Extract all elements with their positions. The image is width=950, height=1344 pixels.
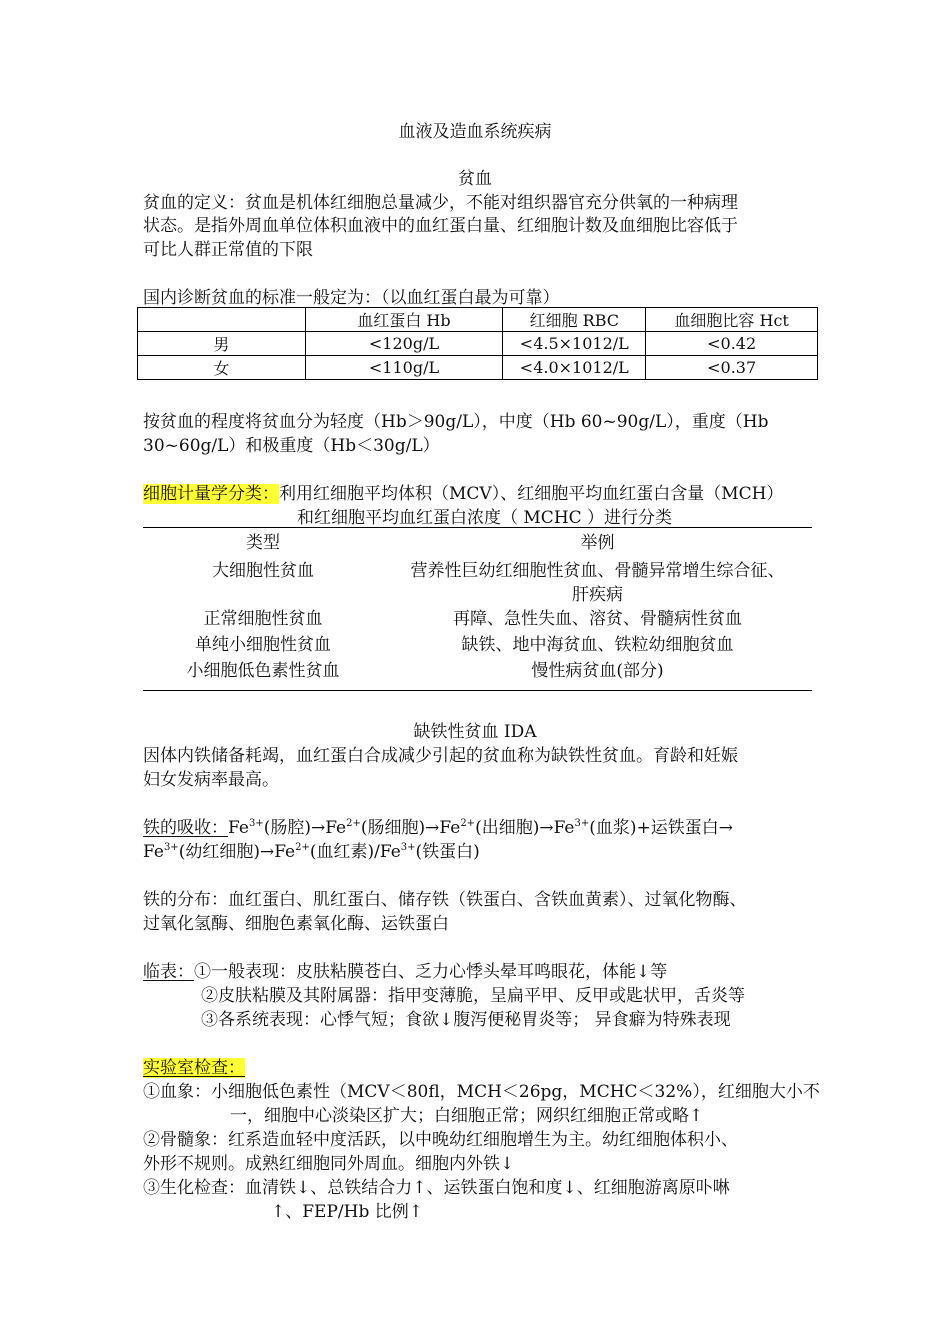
morph-col-type: 类型	[246, 533, 280, 553]
absorption-line-1	[143, 813, 733, 838]
criteria-intro: 国内诊断贫血的标准一般定为：（以血红蛋白最为可靠）	[143, 288, 560, 308]
lab-line-3: ②骨髓象：红系造血轻中度活跃，以中晚幼红细胞增生为主。幼红细胞体积小、	[143, 1130, 738, 1150]
lab-line-4: 外形不规则。成熟红细胞同外周血。细胞内外铁↓	[143, 1154, 515, 1174]
formula-text: (血浆)+运铁蛋白→	[589, 818, 734, 838]
table-header-cell: 红细胞 RBC	[503, 308, 646, 332]
table-cell: 女	[138, 356, 306, 380]
lab-label-line	[143, 1053, 245, 1078]
severity-line-2: 30~60g/L）和极重度（Hb＜30g/L）	[143, 436, 440, 456]
absorption-label: 铁的吸收：	[143, 818, 228, 838]
morph-col-example: 举例	[580, 533, 615, 553]
clinical-item: ③各系统表现：心悸气短；食欲↓腹泻便秘胃炎等； 异食癖为特殊表现	[201, 1010, 731, 1030]
formula-text: (肠细胞)→Fe	[360, 818, 461, 838]
formula-text: (铁蛋白)	[415, 842, 480, 862]
table-cell: 男	[138, 332, 306, 356]
table-header-cell	[138, 308, 306, 332]
lab-line-1: ①血象：小细胞低色素性（MCV＜80fl，MCH＜26pg，MCHC＜32%），红细胞大小不	[143, 1082, 820, 1102]
ida-intro-line-1: 因体内铁储备耗竭，血红蛋白合成减少引起的贫血称为缺铁性贫血。育龄和妊娠	[143, 746, 738, 766]
clinical-item: ②皮肤粘膜及其附属器：指甲变薄脆，呈扁平甲、反甲或匙状甲，舌炎等	[201, 986, 745, 1006]
clinical-line-1	[143, 957, 667, 982]
table-row	[138, 332, 818, 356]
distribution-line-1: 铁的分布：血红蛋白、肌红蛋白、储存铁（铁蛋白、含铁血黄素）、过氧化物酶、	[143, 890, 747, 910]
clinical-label: 临表：	[143, 962, 194, 982]
morph-type-cell: 小细胞低色素性贫血	[186, 661, 340, 681]
morph-example-cell: 营养性巨幼红细胞性贫血、骨髓异常增生综合征、	[410, 561, 785, 581]
formula-sup: 3+	[248, 818, 264, 829]
morph-example-cell: 再障、急性失血、溶贫、骨髓病性贫血	[453, 609, 742, 629]
table-cell: <120g/L	[305, 332, 503, 356]
table-bottom-rule	[143, 690, 812, 691]
formula-text: (肠腔)→Fe	[263, 818, 347, 838]
lab-line-2: 一，细胞中心淡染区扩大；白细胞正常；网织红细胞正常或略↑	[230, 1106, 704, 1126]
morph-line-1: 利用红细胞平均体积（MCV）、红细胞平均血红蛋白含量（MCH）	[279, 484, 784, 504]
definition-line-2: 状态。是指外周血单位体积血液中的血红蛋白量、红细胞计数及血细胞比容低于	[143, 216, 738, 236]
page-title: 血液及造血系统疾病	[398, 122, 552, 142]
formula-text: (血红素)/Fe	[309, 842, 401, 862]
morph-example-cell-cont: 肝疾病	[572, 585, 623, 605]
table-cell: <0.37	[646, 356, 818, 380]
morph-type-cell: 正常细胞性贫血	[203, 609, 323, 629]
clinical-item: ①一般表现：皮肤粘膜苍白、乏力心悸头晕耳鸣眼花，体能↓等	[194, 962, 668, 982]
lab-label: 实验室检查：	[143, 1058, 245, 1078]
formula-text: Fe	[143, 842, 164, 862]
morph-type-cell: 大细胞性贫血	[212, 561, 314, 581]
formula-text: (出细胞)→Fe	[475, 818, 575, 838]
table-row	[138, 356, 818, 380]
table-header-cell: 血细胞比容 Hct	[646, 308, 818, 332]
criteria-table	[137, 307, 818, 380]
ida-intro-line-2: 妇女发病率最高。	[143, 770, 279, 790]
definition-line-3: 可比人群正常值的下限	[143, 240, 313, 260]
table-header-cell: 血红蛋白 Hb	[305, 308, 503, 332]
table-cell: <110g/L	[305, 356, 503, 380]
absorption-line-2	[143, 837, 480, 862]
section-heading-anemia: 贫血	[458, 169, 492, 189]
table-cell: <4.0×1012/L	[503, 356, 646, 380]
formula-text: Fe	[228, 818, 249, 838]
formula-text: (幼红细胞)→Fe	[178, 842, 296, 862]
formula-sup: 3+	[574, 818, 590, 829]
formula-sup: 3+	[400, 842, 416, 853]
formula-sup: 2+	[346, 818, 361, 829]
section-heading-ida: 缺铁性贫血 IDA	[413, 722, 537, 742]
table-cell: <4.5×1012/L	[503, 332, 646, 356]
lab-line-5: ③生化检查：血清铁↓、总铁结合力↑、运铁蛋白饱和度↓、红细胞游离原卟啉	[143, 1178, 730, 1198]
table-header-row	[138, 308, 818, 332]
lab-line-6: ↑、FEP/Hb 比例↑	[271, 1202, 423, 1222]
table-cell: <0.42	[646, 332, 818, 356]
morph-type-cell: 单纯小细胞性贫血	[195, 635, 331, 655]
definition-line-1: 贫血的定义：贫血是机体红细胞总量减少，不能对组织器官充分供氧的一种病理	[143, 193, 738, 213]
morph-line-2: 和红细胞平均血红蛋白浓度（ MCHC ）进行分类	[297, 508, 673, 528]
formula-sup: 2+	[460, 818, 476, 829]
morph-label: 细胞计量学分类：	[143, 484, 279, 504]
distribution-line-2: 过氧化氢酶、细胞色素氧化酶、运铁蛋白	[143, 914, 449, 934]
morph-example-cell: 缺铁、地中海贫血、铁粒幼细胞贫血	[461, 635, 734, 655]
formula-sup: 2+	[295, 842, 310, 853]
morph-example-cell: 慢性病贫血(部分)	[531, 661, 664, 681]
morph-classification-line	[143, 479, 783, 504]
formula-sup: 3+	[163, 842, 179, 853]
severity-line-1: 按贫血的程度将贫血分为轻度（Hb＞90g/L），中度（Hb 60~90g/L），重度（Hb	[143, 412, 769, 432]
